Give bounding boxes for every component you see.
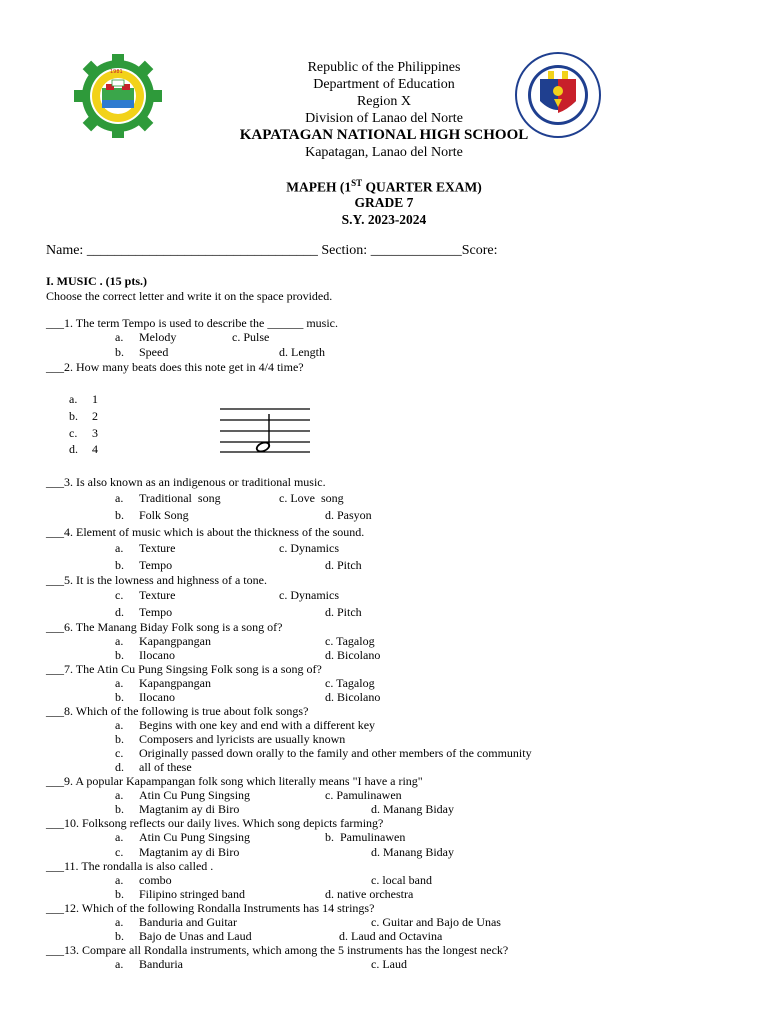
exam-school-year: S.Y. 2023-2024 (341, 212, 427, 227)
q13-option-c: c. Laud (371, 957, 407, 971)
q5-option-b: Tempo (139, 605, 173, 619)
q3-option-c: c. Love song (279, 491, 344, 505)
q5-option-d: d. Pitch (325, 605, 362, 619)
q2-option-b: 2 (92, 409, 98, 423)
q4-option-c: c. Dynamics (279, 541, 339, 555)
q3-marker-a: a. (115, 491, 124, 505)
question-1: ___1. The term Tempo is used to describe the ______ music. (46, 316, 339, 330)
q12-option-b: Bajo de Unas and Laud (139, 929, 252, 943)
question-12: ___12. Which of the following Rondalla Instruments has 14 strings? (46, 901, 375, 915)
q11-option-b: Filipino stringed band (139, 887, 245, 901)
q2-marker-c: c. (69, 426, 78, 440)
q11-marker-a: a. (115, 873, 124, 887)
question-11: ___11. The rondalla is also called . (46, 859, 214, 873)
question-5: ___5. It is the lowness and highness of a tone. (46, 573, 267, 587)
q4-option-a: Texture (139, 541, 176, 555)
half-note-icon (218, 404, 312, 456)
q13-marker-a: a. (115, 957, 124, 971)
q5-marker-b: d. (115, 605, 124, 619)
q2-option-d: 4 (92, 442, 98, 456)
header-republic: Republic of the Philippines (307, 60, 461, 75)
q4-marker-a: a. (115, 541, 124, 555)
q5-option-c: c. Dynamics (279, 588, 339, 602)
title-sup: ST (351, 178, 363, 188)
question-9: ___9. A popular Kapampangan folk song which literally means "I have a ring" (46, 774, 423, 788)
q8-marker-d: d. (115, 760, 124, 774)
q11-marker-b: b. (115, 887, 124, 901)
question-3: ___3. Is also known as an indigenous or traditional music. (46, 475, 326, 489)
q3-option-b: Folk Song (139, 508, 189, 522)
q10-marker-a: a. (115, 830, 124, 844)
q1-option-a: Melody (139, 330, 177, 344)
q6-option-c: c. Tagalog (325, 634, 375, 648)
q2-marker-b: b. (69, 409, 78, 423)
q12-option-a: Banduria and Guitar (139, 915, 237, 929)
q11-option-c: c. local band (371, 873, 432, 887)
q8-marker-b: b. (115, 732, 124, 746)
question-13: ___13. Compare all Rondalla instruments, which among the 5 instruments has the longest neck? (46, 943, 509, 957)
q10-marker-c: c. (115, 845, 124, 859)
q6-option-d: d. Bicolano (325, 648, 381, 662)
name-section-score-line[interactable]: Name: _________________________________ Section: _____________Score: (46, 243, 498, 258)
q1-option-c: c. Pulse (232, 330, 270, 344)
q2-option-a: 1 (92, 392, 98, 406)
q5-marker-a: c. (115, 588, 124, 602)
q7-option-c: c. Tagalog (325, 676, 375, 690)
q8-option-a: Begins with one key and end with a different key (139, 718, 376, 732)
q2-marker-a: a. (69, 392, 78, 406)
q11-option-a: combo (139, 873, 172, 887)
q1-marker-a: a. (115, 330, 124, 344)
exam-title (0, 178, 768, 196)
q9-option-b: Magtanim ay di Biro (139, 802, 240, 816)
q12-option-d: d. Laud and Octavina (339, 929, 443, 943)
q8-marker-a: a. (115, 718, 124, 732)
logo-year: 1981 (110, 69, 123, 75)
q8-marker-c: c. (115, 746, 124, 760)
q8-option-c: Originally passed down orally to the family and other members of the community (139, 746, 532, 760)
q10-option-b-right: b. Pamulinawen (325, 830, 406, 844)
section-heading: I. MUSIC . (15 pts.) (46, 274, 148, 288)
title-post: QUARTER EXAM) (362, 179, 482, 195)
q9-option-c: c. Pamulinawen (325, 788, 402, 802)
q2-marker-d: d. (69, 442, 78, 456)
q10-option-a: Atin Cu Pung Singsing (139, 830, 251, 844)
q5-option-a: Texture (139, 588, 176, 602)
question-8: ___8. Which of the following is true about folk songs? (46, 704, 309, 718)
header-division: Division of Lanao del Norte (305, 111, 463, 126)
q7-option-b: Ilocano (139, 690, 175, 704)
question-7: ___7. The Atin Cu Pung Singsing Folk song is a song of? (46, 662, 322, 676)
q7-marker-b: b. (115, 690, 124, 704)
q4-option-b: Tempo (139, 558, 173, 572)
q4-option-d: d. Pitch (325, 558, 362, 572)
question-10: ___10. Folksong reflects our daily lives. Which song depicts farming? (46, 816, 384, 830)
q1-option-b: Speed (139, 345, 169, 359)
header-school-location: Kapatagan, Lanao del Norte (305, 145, 463, 160)
q3-marker-b: b. (115, 508, 124, 522)
q11-option-d: d. native orchestra (325, 887, 414, 901)
q13-option-a: Banduria (139, 957, 183, 971)
q9-marker-a: a. (115, 788, 124, 802)
q2-option-c: 3 (92, 426, 98, 440)
q6-option-b: Ilocano (139, 648, 175, 662)
q12-option-c: c. Guitar and Bajo de Unas (371, 915, 501, 929)
header-department: Department of Education (313, 77, 455, 92)
title-pre: MAPEH (1 (286, 179, 352, 195)
q10-option-d: d. Manang Biday (371, 845, 454, 859)
q12-marker-a: a. (115, 915, 124, 929)
q6-option-a: Kapangpangan (139, 634, 211, 648)
q8-option-b: Composers and lyricists are usually known (139, 732, 346, 746)
q6-marker-a: a. (115, 634, 124, 648)
question-2: ___2. How many beats does this note get in 4/4 time? (46, 360, 304, 374)
header-school-name: KAPATAGAN NATIONAL HIGH SCHOOL (239, 127, 529, 143)
q9-marker-b: b. (115, 802, 124, 816)
q7-marker-a: a. (115, 676, 124, 690)
header-region: Region X (356, 94, 412, 109)
question-4: ___4. Element of music which is about the thickness of the sound. (46, 525, 365, 539)
exam-grade: GRADE 7 (354, 195, 414, 210)
q10-option-c: Magtanim ay di Biro (139, 845, 240, 859)
q1-marker-b: b. (115, 345, 124, 359)
q7-option-d: d. Bicolano (325, 690, 381, 704)
q3-option-d: d. Pasyon (325, 508, 372, 522)
q12-marker-b: b. (115, 929, 124, 943)
q9-option-a: Atin Cu Pung Singsing (139, 788, 251, 802)
q3-option-a: Traditional song (139, 491, 221, 505)
section-instruction: Choose the correct letter and write it on the space provided. (46, 289, 333, 303)
q4-marker-b: b. (115, 558, 124, 572)
q6-marker-b: b. (115, 648, 124, 662)
q9-option-d: d. Manang Biday (371, 802, 454, 816)
q8-option-d: all of these (139, 760, 192, 774)
q1-option-d: d. Length (279, 345, 325, 359)
q7-option-a: Kapangpangan (139, 676, 211, 690)
question-6: ___6. The Manang Biday Folk song is a song of? (46, 620, 283, 634)
